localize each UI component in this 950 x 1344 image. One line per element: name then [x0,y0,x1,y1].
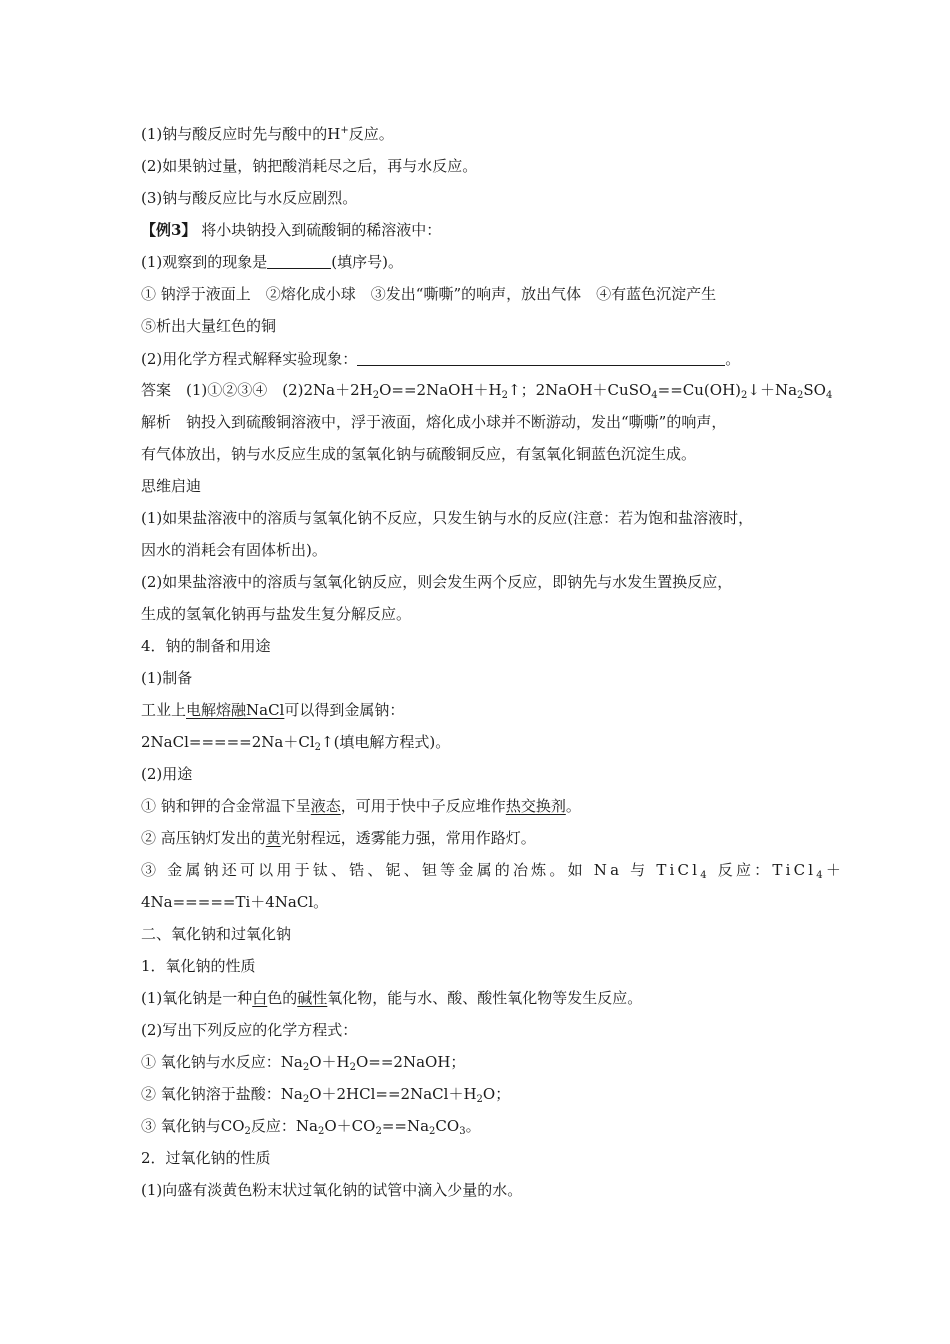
sodium-oxide-heading: 1．氧化钠的性质 [141,957,256,975]
electrolysis-equation: $2NaCl=====2Na+Cl_2↑$(填电解方程式)。 [141,733,451,753]
thinking-2: (2)如果盐溶液中的溶质与氢氧化钠反应，则会发生两个反应，即钠先与水发生置换反应， [141,573,733,591]
note-line-3: (3)钠与酸反应比与水反应剧烈。 [141,189,358,207]
answer-blank-1 [267,254,331,269]
reaction-2: ② 氧化钠溶于盐酸：$Na_2O+2HCl==2NaCl+H_2O$； [141,1085,511,1105]
thinking-2-cont: 生成的氢氧化钠再与盐发生复分解反应。 [141,605,412,623]
oxide-prop-2: (2)写出下列反应的化学方程式： [141,1021,358,1039]
peroxide-1: (1)向盛有淡黄色粉末状过氧化钠的试管中滴入少量的水。 [141,1181,523,1199]
use-1: ① 钠和钾的合金常温下呈液态，可用于快中子反应堆作热交换剂。 [141,797,581,815]
note-line-1: (1)钠与酸反应时先与酸中的H+反应。 [141,125,394,143]
answer-blank-2 [357,351,725,366]
peroxide-heading: 2．过氧化钠的性质 [141,1149,271,1167]
oxide-prop-1: (1)氧化钠是一种白色的碱性氧化物，能与水、酸、酸性氧化物等发生反应。 [141,989,643,1007]
use-2: ② 高压钠灯发出的黄光射程远，透雾能力强，常用作路灯。 [141,829,536,847]
note-line-2: (2)如果钠过量，钠把酸消耗尽之后，再与水反应。 [141,157,478,175]
section-4-heading: 4．钠的制备和用途 [141,637,271,655]
section-2-heading: 二、氧化钠和过氧化钠 [141,925,292,943]
example-3-heading: 【例3】 将小块钠投入到硫酸铜的稀溶液中： [141,221,442,239]
reaction-3: ③ 氧化钠与$CO_2$反应：$Na_2O+CO_2==Na_2CO_3$。 [141,1117,481,1137]
analysis-line-2: 有气体放出，钠与水反应生成的氢氧化钠与硫酸铜反应，有氢氧化铜蓝色沉淀生成。 [141,445,697,463]
prep-heading: (1)制备 [141,669,193,687]
question-2: (2)用化学方程式解释实验现象： 。 [141,350,741,368]
options-line: ① 钠浮于液面上 ②熔化成小球 ③发出“嘶嘶”的响声，放出气体 ④有蓝色沉淀产生 [141,285,717,303]
thinking-1: (1)如果盐溶液中的溶质与氢氧化钠不反应，只发生钠与水的反应(注意：若为饱和盐溶液时， [141,509,754,527]
thinking-1-cont: 因水的消耗会有固体析出)。 [141,541,327,559]
answer-line: 答案 (1)①②③④ $(2)2Na+2H_2O==2NaOH+H_2↑$；$2NaOH+CuSO_4==Cu(OH)_2↓+Na_2SO_4$ [141,381,833,401]
analysis-line-1: 解析 钠投入到硫酸铜溶液中，浮于液面，熔化成小球并不断游动，发出“嘶嘶”的响声， [141,413,727,431]
uses-heading: (2)用途 [141,765,193,783]
thinking-heading: 思维启迪 [141,477,202,495]
use-3: ③ 金属钠还可以用于钛、锆、铌、钽等金属的冶炼。如 Na 与 TiCl$_4$ 反应：TiCl$_4$＋ [141,861,845,881]
option-5: ⑤析出大量红色的铜 [141,317,277,335]
question-1: (1)观察到的现象是 (填序号)。 [141,253,403,271]
reaction-1: ① 氧化钠与水反应：$Na_2O+H_2O==2NaOH$； [141,1053,466,1073]
industry-line: 工业上电解熔融NaCl可以得到金属钠： [141,701,405,719]
use-3-cont: 4Na=====Ti＋4NaCl。 [141,893,329,911]
